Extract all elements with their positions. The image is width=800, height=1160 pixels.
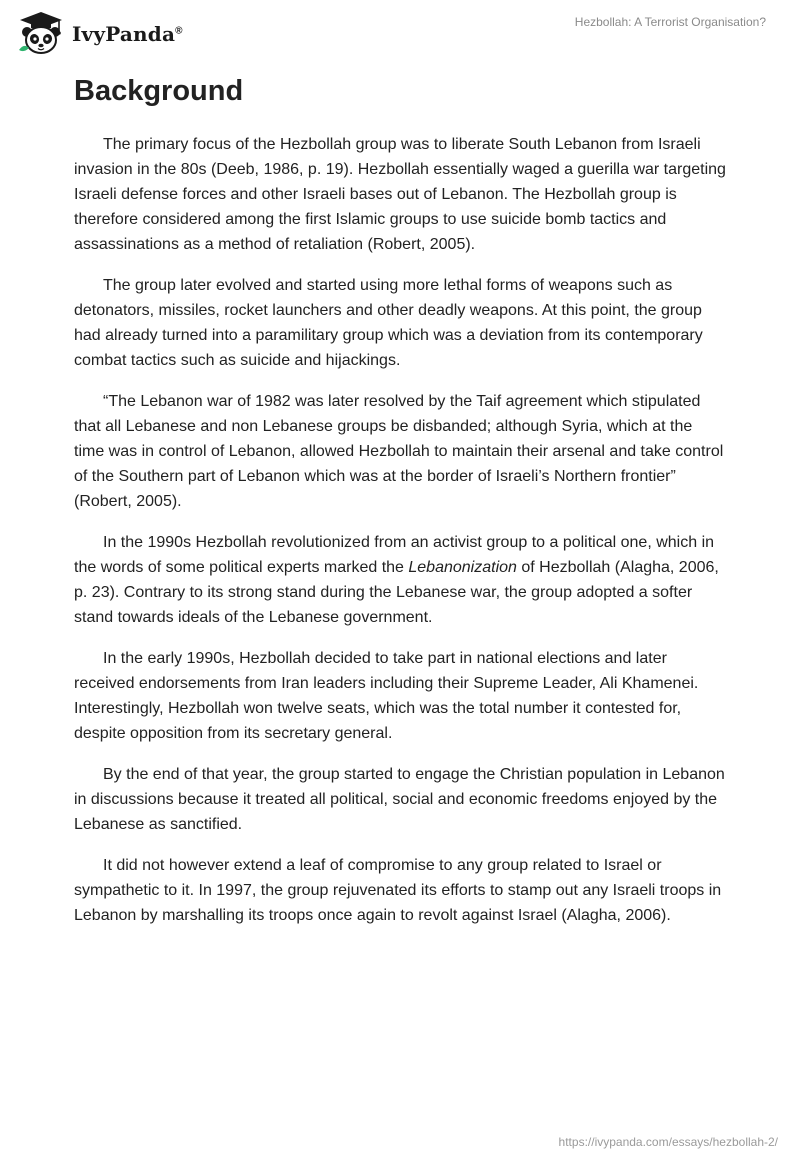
- ivypanda-logo[interactable]: [16, 10, 183, 56]
- paragraph-4-part-2: of Hezbollah (Alagha, 2006, p. 23). Contrary to its strong stand during the Lebanese war, the group adopted a softer stand towards ideals of the Lebanese government.: [74, 559, 719, 626]
- article-body: [74, 132, 726, 944]
- paragraph-4-part-1: In the 1990s Hezbollah revolutionized from an activist group to a political one, which in the words of some political experts marked the: [74, 534, 715, 576]
- paragraph-2: The group later evolved and started using more lethal forms of weapons such as detonators, missiles, rocket launchers and other deadly weapons. At this point, the group had already turned into a paramilitary group which was a deviation from its contemporary combat tactics such as suicide and hijackings.: [74, 277, 703, 369]
- logo-text: IvyPanda®: [72, 22, 183, 46]
- source-url[interactable]: https://ivypanda.com/essays/hezbollah-2/: [558, 1135, 778, 1149]
- section-heading: Background: [74, 75, 244, 107]
- page-header: [0, 0, 800, 70]
- document-title: Hezbollah: A Terrorist Organisation?: [574, 15, 766, 29]
- panda-graduate-icon: [16, 10, 66, 56]
- paragraph-3: “The Lebanon war of 1982 was later resolved by the Taif agreement which stipulated that all Lebanese and non Lebanese groups be disbanded; although Syria, which at the time was in control of Lebanon, allowed Hezbollah to maintain their arsenal and take control of the Southern part of Lebanon which was at the border of Israeli’s Northern frontier” (Robert, 2005).: [74, 393, 724, 510]
- paragraph-1: The primary focus of the Hezbollah group was to liberate South Lebanon from Israeli invasion in the 80s (Deeb, 1986, p. 19). Hezbollah essentially waged a guerilla war targeting Israeli defense forces and other Israeli bases out of Lebanon. The Hezbollah group is therefore considered among the first Islamic groups to use suicide bomb tactics and assassinations as a method of retaliation (Robert, 2005).: [74, 136, 726, 253]
- paragraph-7: It did not however extend a leaf of compromise to any group related to Israel or sympathetic to it. In 1997, the group rejuvenated its efforts to stamp out any Israeli troops in Lebanon by marshalling its troops once again to revolt against Israel (Alagha, 2006).: [74, 857, 722, 924]
- paragraph-4: [74, 530, 726, 630]
- paragraph-6: By the end of that year, the group started to engage the Christian population in Lebanon in discussions because it treated all political, social and economic freedoms enjoyed by the Lebanese as sanctified.: [74, 766, 725, 833]
- paragraph-5: In the early 1990s, Hezbollah decided to take part in national elections and later received endorsements from Iran leaders including their Supreme Leader, Ali Khamenei. Interestingly, Hezbollah won twelve seats, which was the total number it contested for, despite opposition from its secretary general.: [74, 650, 699, 742]
- emphasized-term: Lebanonization: [408, 559, 517, 576]
